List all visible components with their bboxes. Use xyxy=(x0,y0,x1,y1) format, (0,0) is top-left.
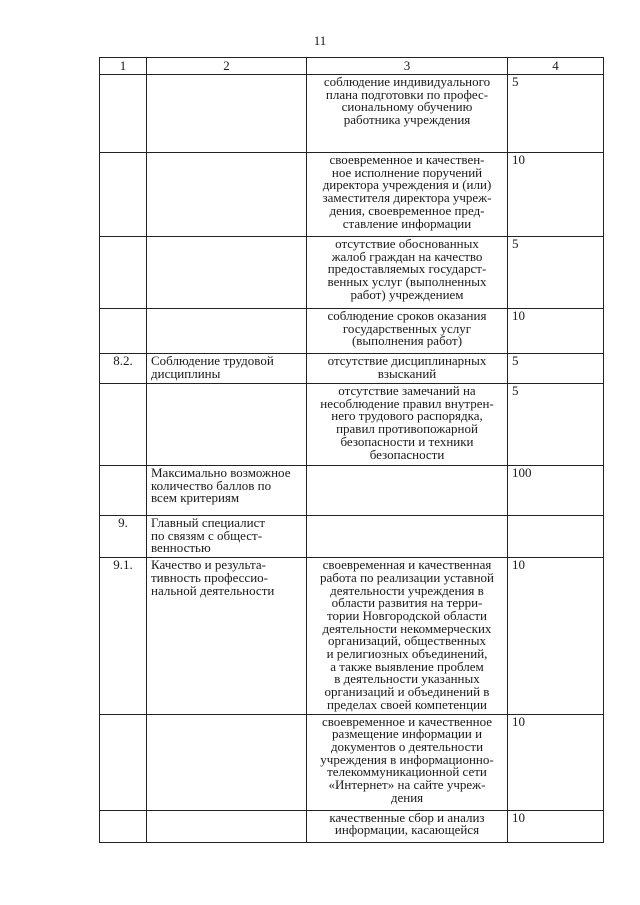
criterion-cell xyxy=(307,466,508,516)
row-number-cell xyxy=(100,384,147,466)
criterion-cell xyxy=(307,384,508,466)
criterion-line: размещение информации и xyxy=(331,726,483,742)
criterion-line: а также выявление проблем xyxy=(330,658,484,674)
criterion-line: плана подготовки по профес- xyxy=(325,86,489,102)
indicator-cell xyxy=(147,558,307,714)
header-cell-4: 4 xyxy=(508,58,604,75)
criterion-line: деятельности учреждения в xyxy=(330,582,484,598)
points-cell: 10 xyxy=(508,810,604,842)
indicator-cell xyxy=(147,75,307,153)
indicator-line: венностью xyxy=(151,540,211,556)
criterion-cell xyxy=(307,309,508,354)
criterion-line: ставление информации xyxy=(342,215,472,231)
table-row xyxy=(100,354,604,384)
criterion-line: работа по реализации уставной xyxy=(320,569,494,585)
indicator-cell xyxy=(147,153,307,237)
criteria-table xyxy=(99,57,604,843)
header-cell-2: 2 xyxy=(147,58,307,75)
criterion-line: дения xyxy=(390,789,424,805)
criterion-line: безопасности xyxy=(369,446,445,462)
criterion-line: него трудового распорядка, xyxy=(331,408,483,424)
row-number-cell xyxy=(100,810,147,842)
table-row xyxy=(100,75,604,153)
criterion-line: предоставляемых государст- xyxy=(327,261,487,277)
points-cell: 10 xyxy=(508,153,604,237)
table-header-row xyxy=(100,58,604,75)
page-number: 11 xyxy=(313,33,327,48)
criterion-line: отсутствие обоснованных xyxy=(335,236,479,251)
row-number-cell xyxy=(100,237,147,309)
points-cell: 5 xyxy=(508,75,604,153)
indicator-cell xyxy=(147,714,307,810)
indicator-line: количество баллов по xyxy=(151,477,272,493)
criterion-line: качественные сбор и анализ xyxy=(329,809,485,825)
indicator-cell xyxy=(147,354,307,384)
table-row xyxy=(100,516,604,558)
criterion-line: взысканий xyxy=(377,365,437,381)
criterion-line: своевременное и качественное xyxy=(321,713,493,729)
row-number-cell xyxy=(100,466,147,516)
criterion-line: (выполнения работ) xyxy=(351,333,463,349)
criterion-line: учреждения в информационно- xyxy=(320,751,494,767)
row-number-cell: 9.1. xyxy=(100,558,147,714)
indicator-line: нальной деятельности xyxy=(151,582,275,598)
criterion-line: области развития на терри- xyxy=(331,595,483,611)
criterion-line: своевременное и качествен- xyxy=(329,152,485,167)
table-row xyxy=(100,466,604,516)
criterion-cell xyxy=(307,810,508,842)
row-number-cell xyxy=(100,309,147,354)
criterion-line: документов о деятельности xyxy=(330,738,484,754)
indicator-line: по связям с общест- xyxy=(151,527,263,543)
points-cell: 10 xyxy=(508,558,604,714)
criterion-line: директора учреждения и (или) xyxy=(322,177,492,193)
row-number-cell: 9. xyxy=(100,516,147,558)
criterion-line: своевременная и качественная xyxy=(322,557,492,573)
criterion-cell xyxy=(307,354,508,384)
points-cell: 5 xyxy=(508,384,604,466)
criterion-cell xyxy=(307,237,508,309)
points-cell: 5 xyxy=(508,354,604,384)
criterion-line: тории Новгородской области xyxy=(326,607,488,623)
points-cell xyxy=(508,516,604,558)
table-row xyxy=(100,714,604,810)
indicator-cell xyxy=(147,516,307,558)
indicator-line: Главный специалист xyxy=(151,515,266,530)
criterion-line: заместителя директора учреж- xyxy=(322,190,492,206)
row-number-cell xyxy=(100,714,147,810)
indicator-line: Соблюдение трудовой xyxy=(151,353,274,368)
criterion-line: безопасности и техники xyxy=(340,433,474,449)
criterion-line: информации, касающейся xyxy=(334,822,480,838)
criterion-cell xyxy=(307,75,508,153)
criterion-line: работника учреждения xyxy=(343,112,471,128)
criterion-line: организаций и объединений в xyxy=(324,684,490,700)
table-row xyxy=(100,153,604,237)
table-row xyxy=(100,558,604,714)
indicator-cell xyxy=(147,237,307,309)
indicator-cell xyxy=(147,810,307,842)
criterion-line: пределах своей компетенции xyxy=(326,696,488,712)
criterion-cell xyxy=(307,558,508,714)
points-cell: 5 xyxy=(508,237,604,309)
table-row xyxy=(100,237,604,309)
header-cell-1: 1 xyxy=(100,58,147,75)
points-cell: 100 xyxy=(508,466,604,516)
criterion-line: дения, своевременное пред- xyxy=(329,202,485,218)
criterion-cell xyxy=(307,714,508,810)
criterion-line: государственных услуг xyxy=(342,320,472,336)
criterion-line: работ) учреждением xyxy=(350,286,464,302)
row-number-cell xyxy=(100,75,147,153)
criterion-line: отсутствие дисциплинарных xyxy=(327,353,487,368)
criterion-line: в деятельности указанных xyxy=(334,671,480,687)
indicator-line: Максимально возможное xyxy=(151,465,291,480)
criterion-line: отсутствие замечаний на xyxy=(338,383,476,398)
points-cell: 10 xyxy=(508,714,604,810)
indicator-line: всем критериям xyxy=(151,490,240,506)
criterion-line: правил противопожарной xyxy=(336,421,478,437)
indicator-line: дисциплины xyxy=(151,365,221,381)
row-number-cell xyxy=(100,153,147,237)
indicator-cell xyxy=(147,466,307,516)
criterion-line: «Интернет» на сайте учреж- xyxy=(328,777,486,793)
indicator-cell xyxy=(147,384,307,466)
criterion-line: несоблюдение правил внутрен- xyxy=(320,395,494,411)
criterion-line: деятельности некоммерческих xyxy=(322,620,492,636)
criterion-line: соблюдение сроков оказания xyxy=(327,308,487,323)
criterion-line: соблюдение индивидуального xyxy=(323,74,491,89)
criterion-line: телекоммуникационной сети xyxy=(327,764,487,780)
indicator-line: Качество и результа- xyxy=(151,557,266,573)
criterion-line: организаций, общественных xyxy=(328,633,486,649)
criterion-cell xyxy=(307,153,508,237)
criterion-line: ное исполнение поручений xyxy=(331,164,483,180)
indicator-cell xyxy=(147,309,307,354)
table-row xyxy=(100,309,604,354)
criterion-line: и религиозных объединений, xyxy=(326,646,488,662)
criterion-line: сиональному обучению xyxy=(341,99,473,115)
table-row xyxy=(100,810,604,842)
table-row xyxy=(100,384,604,466)
header-cell-3: 3 xyxy=(307,58,508,75)
criterion-line: венных услуг (выполненных xyxy=(327,274,487,290)
points-cell: 10 xyxy=(508,309,604,354)
indicator-line: тивность профессио- xyxy=(151,569,268,585)
row-number-cell: 8.2. xyxy=(100,354,147,384)
criterion-cell xyxy=(307,516,508,558)
criterion-line: жалоб граждан на качество xyxy=(331,248,483,264)
